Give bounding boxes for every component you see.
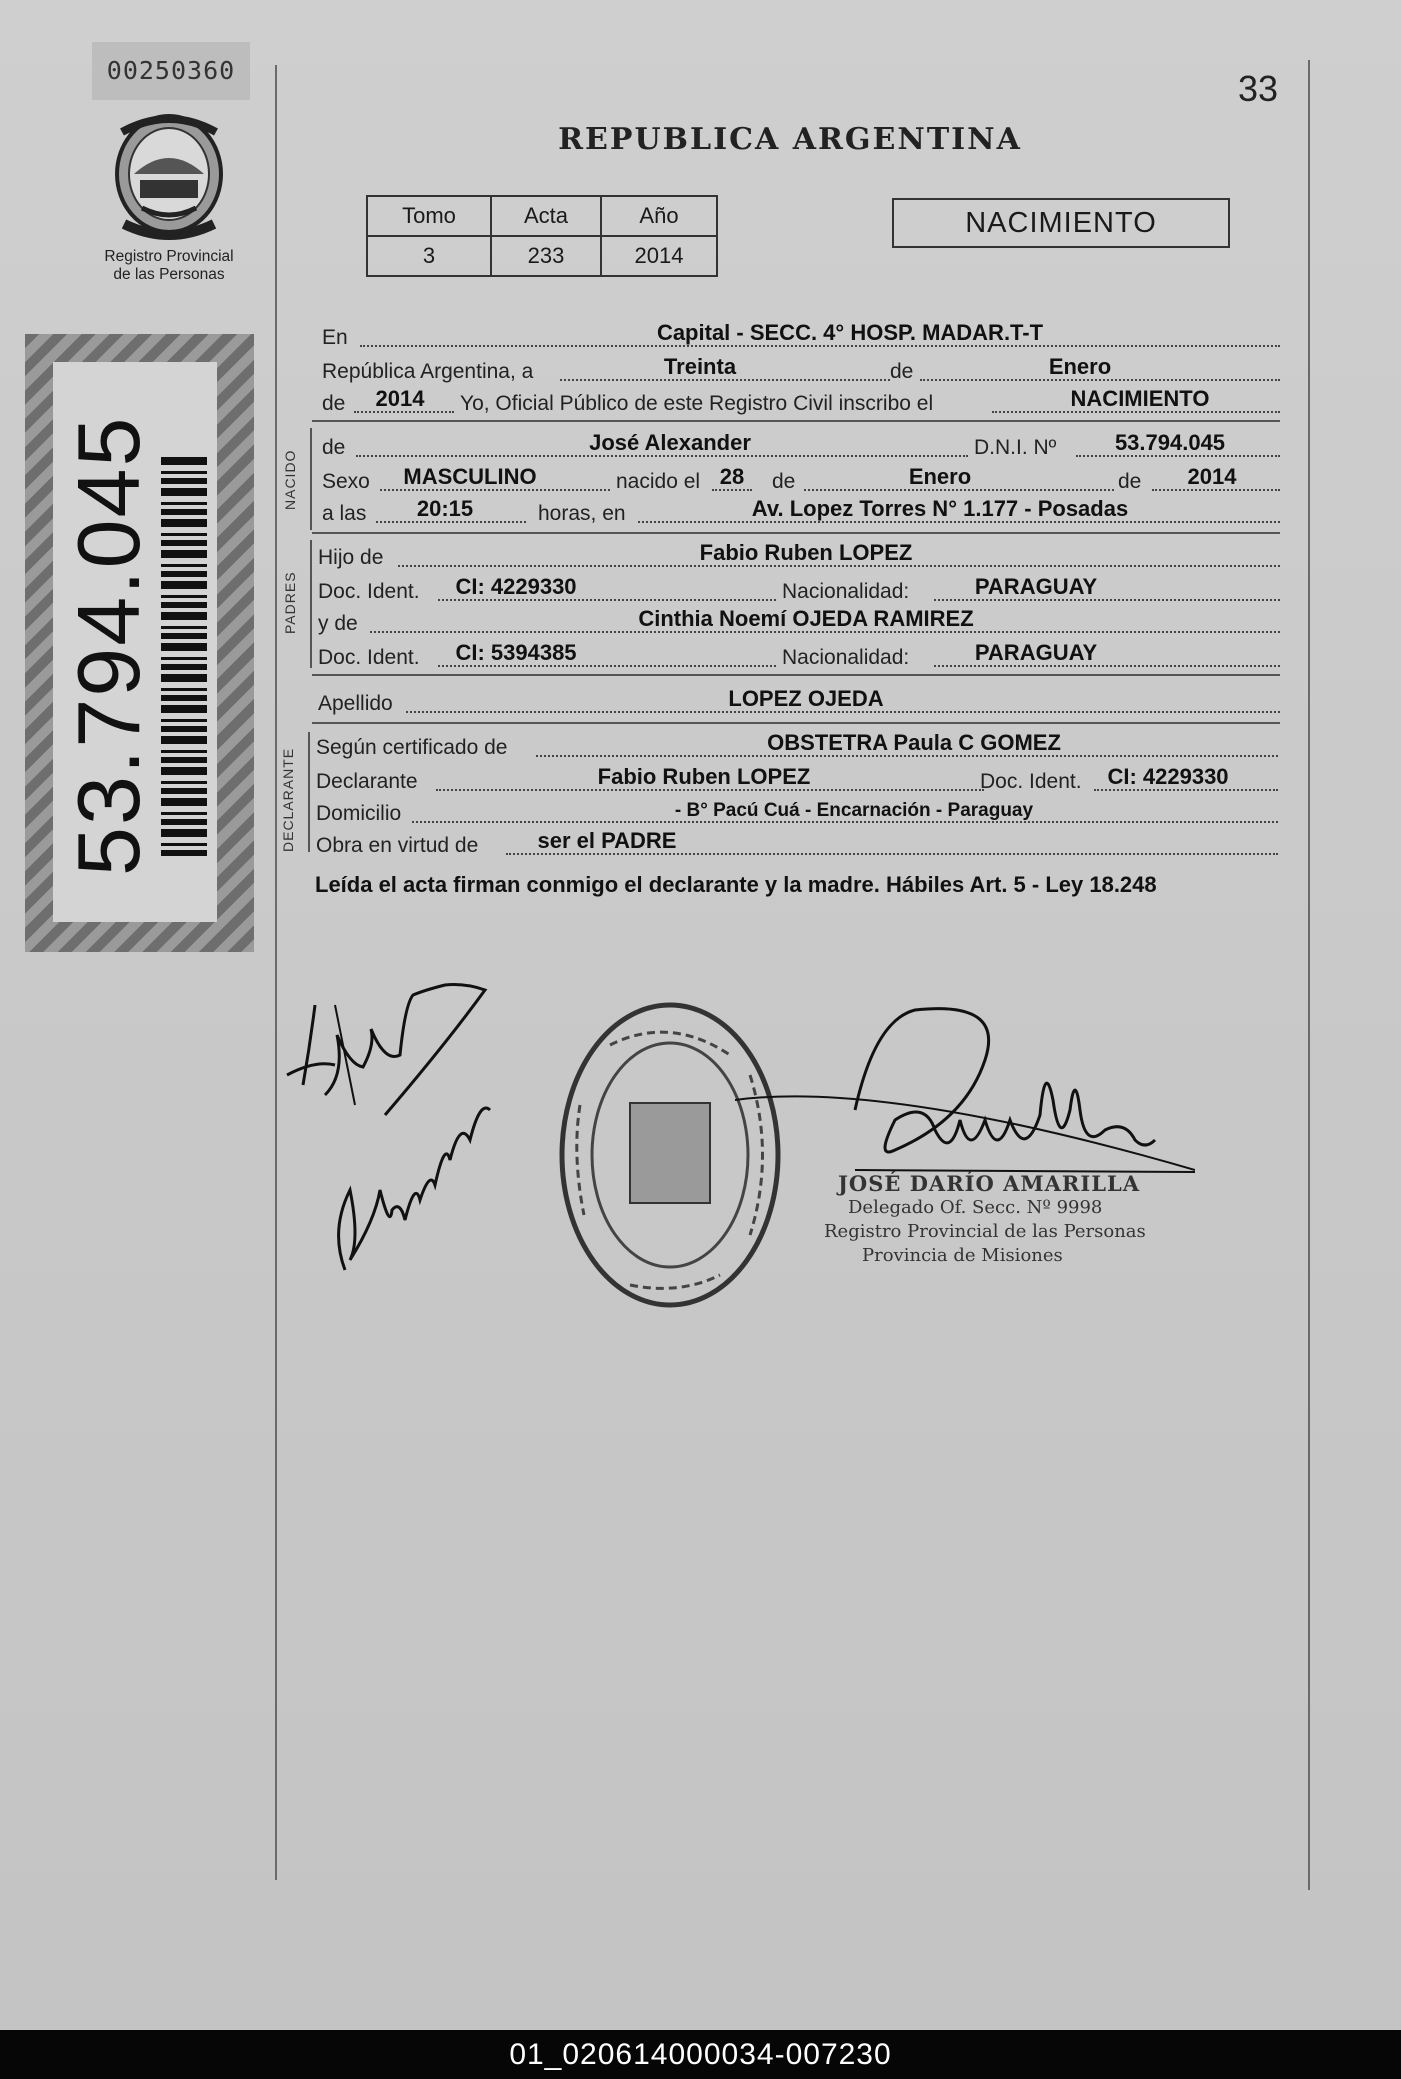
dni-band-content — [53, 334, 217, 894]
acta-value: 233 — [491, 236, 601, 276]
label-de: de — [772, 470, 796, 493]
row-obra — [314, 826, 1280, 860]
registro-label: Registro Provincial de las Personas — [104, 248, 234, 283]
label-dni: D.N.I. Nº — [974, 436, 1057, 459]
value-declarante-doc: CI: 4229330 — [1107, 764, 1229, 789]
label-nacionalidad: Nacionalidad: — [782, 646, 910, 669]
row-sexo — [320, 462, 1280, 496]
tomo-acta-table — [366, 195, 718, 277]
value-lugar: Capital - SECC. 4° HOSP. MADAR.T-T — [656, 320, 1044, 345]
label-segun: Según certificado de — [316, 736, 508, 759]
registrar-line1: Delegado Of. Secc. Nº 9998 — [848, 1197, 1103, 1218]
registrar-name: JOSÉ DARÍO AMARILLA — [838, 1171, 1141, 1196]
signature-registrar — [735, 1000, 1195, 1190]
separator — [312, 420, 1280, 422]
tomo-header: Tomo — [367, 196, 491, 236]
value-dni: 53.794.045 — [1114, 430, 1226, 455]
label-domicilio: Domicilio — [316, 802, 402, 825]
footer-code: 01_020614000034-007230 — [0, 2030, 1401, 2079]
label-nacido-el: nacido el — [616, 470, 701, 493]
section-label-nacido: NACIDO — [282, 449, 298, 510]
row-domicilio — [314, 794, 1280, 828]
label-en: En — [322, 326, 348, 349]
value-declarante: Fabio Ruben LOPEZ — [597, 764, 811, 789]
row-hora — [320, 494, 1280, 528]
value-padre-nac: PARAGUAY — [974, 574, 1098, 599]
value-anio: 2014 — [375, 386, 425, 411]
label-horas-en: horas, en — [538, 502, 626, 525]
label-nacionalidad: Nacionalidad: — [782, 580, 910, 603]
registrar-stamp-text — [824, 1171, 1146, 1268]
section-bar-declarante — [308, 732, 310, 852]
label-de: de — [322, 392, 346, 415]
anio-header: Año — [601, 196, 717, 236]
separator — [312, 532, 1280, 534]
value-madre-nac: PARAGUAY — [974, 640, 1098, 665]
right-margin-line — [1308, 60, 1310, 1890]
row-madre — [316, 604, 1280, 638]
provincia-misiones-logo — [112, 112, 226, 242]
value-padre-doc: CI: 4229330 — [455, 574, 577, 599]
row-fecha-inscripcion — [320, 352, 1280, 386]
label-yo-oficial: Yo, Oficial Público de este Registro Civil inscribo el — [460, 392, 934, 415]
value-domicilio: - B° Pacú Cuá - Encarnación - Paraguay — [674, 800, 1034, 821]
value-tipo: NACIMIENTO — [1070, 386, 1210, 411]
row-padre-doc — [316, 572, 1280, 606]
row-apellido — [316, 684, 1280, 718]
label-doc-ident: Doc. Ident. — [318, 646, 420, 669]
registrar-line2: Registro Provincial de las Personas — [824, 1221, 1146, 1242]
value-hora: 20:15 — [416, 496, 474, 521]
row-lugar — [320, 318, 1280, 352]
barcode — [161, 456, 207, 856]
document-title: REPUBLICA ARGENTINA — [558, 122, 1022, 157]
value-nac-anio: 2014 — [1187, 464, 1237, 489]
label-doc-ident: Doc. Ident. — [980, 770, 1082, 793]
dni-band-number: 53.794.045 — [59, 415, 158, 876]
value-apellido: LOPEZ OJEDA — [728, 686, 884, 711]
section-label-declarante: DECLARANTE — [280, 747, 296, 852]
value-padre: Fabio Ruben LOPEZ — [699, 540, 913, 565]
row-nombre — [320, 428, 1280, 462]
label-sexo: Sexo — [322, 470, 370, 493]
label-hijo-de: Hijo de — [318, 546, 384, 569]
row-declarante — [314, 762, 1280, 796]
serial-number: 00250360 — [92, 42, 250, 100]
value-nac-dia: 28 — [719, 464, 745, 489]
separator — [312, 674, 1280, 676]
tomo-value: 3 — [367, 236, 491, 276]
signature-madre — [320, 1080, 500, 1280]
value-obra: ser el PADRE — [537, 828, 677, 853]
value-nac-mes: Enero — [908, 464, 972, 489]
acta-header: Acta — [491, 196, 601, 236]
value-nombre: José Alexander — [589, 430, 751, 455]
anio-value: 2014 — [601, 236, 717, 276]
dni-band — [25, 334, 254, 952]
value-dia: Treinta — [663, 354, 737, 379]
value-sexo: MASCULINO — [403, 464, 537, 489]
value-mes: Enero — [1048, 354, 1112, 379]
label-de: de — [322, 436, 346, 459]
section-bar-nacido — [310, 428, 312, 530]
separator — [312, 722, 1280, 724]
row-certificado — [314, 728, 1280, 762]
section-label-padres: PADRES — [282, 571, 298, 634]
label-de: de — [890, 360, 914, 383]
value-madre-doc: CI: 5394385 — [455, 640, 577, 665]
label-declarante: Declarante — [316, 770, 418, 793]
page-number: 33 — [1238, 68, 1279, 109]
label-y-de: y de — [318, 612, 358, 635]
label-doc-ident: Doc. Ident. — [318, 580, 420, 603]
label-obra: Obra en virtud de — [316, 834, 479, 857]
registrar-line3: Provincia de Misiones — [862, 1245, 1063, 1266]
row-inscribo — [320, 384, 1280, 418]
label-republica: República Argentina, a — [322, 360, 534, 383]
row-madre-doc — [316, 638, 1280, 672]
section-bar-padres — [310, 540, 312, 668]
label-de: de — [1118, 470, 1142, 493]
acta-type-box: NACIMIENTO — [892, 198, 1230, 248]
label-a-las: a las — [322, 502, 367, 525]
label-apellido: Apellido — [318, 692, 393, 715]
leida-text: Leída el acta firman conmigo el declarante y la madre. Hábiles Art. 5 - Ley 18.248 — [315, 872, 1157, 897]
value-madre: Cinthia Noemí OJEDA RAMIREZ — [638, 606, 974, 631]
value-lugar-nac: Av. Lopez Torres N° 1.177 - Posadas — [751, 496, 1129, 521]
value-certificado: OBSTETRA Paula C GOMEZ — [767, 730, 1061, 755]
row-padre — [316, 538, 1280, 572]
